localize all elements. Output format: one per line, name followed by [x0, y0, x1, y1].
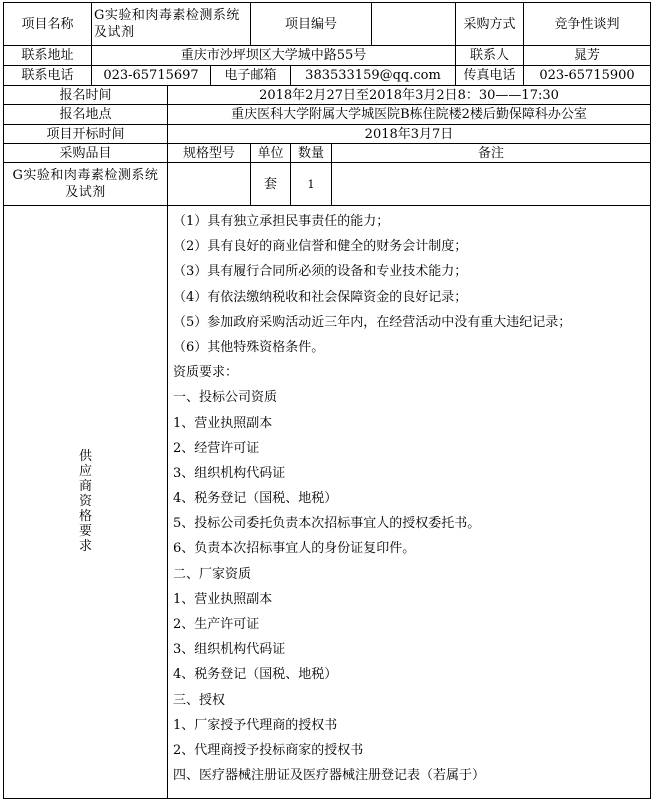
- requirement-line: 2、生产许可证: [173, 617, 260, 632]
- project-name-label: 项目名称: [4, 3, 92, 46]
- phone-row: [4, 66, 651, 86]
- address-label: 联系地址: [4, 46, 92, 66]
- note-cell: [332, 163, 651, 206]
- requirement-line: 4、税务登记（国税、地税）: [173, 667, 338, 683]
- requirement-line: （2）具有良好的商业信誉和健全的财务会计制度；: [173, 239, 468, 255]
- requirements-label: 供应商资格要求: [78, 449, 92, 554]
- bid-open-label: 项目开标时间: [4, 125, 168, 144]
- contact-person-label: 联系人: [456, 46, 524, 66]
- item-header: 采购品目: [4, 144, 168, 163]
- note-header: 备注: [332, 144, 651, 163]
- registration-place-label: 报名地点: [4, 105, 168, 125]
- requirement-line: 6、负责本次招标事宜人的身份证复印件。: [173, 541, 416, 557]
- phone-value: 023-65715697: [92, 66, 211, 86]
- requirements-list: [168, 206, 651, 799]
- requirement-line: 1、营业执照副本: [173, 591, 273, 607]
- requirement-line: 1、厂家授予代理商的授权书: [173, 717, 338, 733]
- procurement-method-label: 采购方式: [456, 3, 524, 46]
- requirements-label-cell: [4, 206, 168, 799]
- requirement-line: 2、代理商授予投标商家的授权书: [173, 742, 364, 758]
- requirement-line: 3、组织机构代码证: [173, 642, 286, 658]
- qty-cell: 1: [291, 163, 332, 206]
- project-no-label: 项目编号: [251, 3, 372, 46]
- items-header-row: [4, 144, 651, 163]
- project-info-row: [4, 3, 651, 46]
- fax-label: 传真电话: [456, 66, 524, 86]
- requirement-line: 4、税务登记（国税、地税）: [173, 491, 338, 507]
- registration-time-row: [4, 86, 651, 105]
- registration-time-value: 2018年2月27日至2018年3月2日8：30——17:30: [168, 86, 651, 105]
- registration-place-row: [4, 105, 651, 125]
- phone-label: 联系电话: [4, 66, 92, 86]
- unit-cell: 套: [251, 163, 291, 206]
- requirement-line: 一、投标公司资质: [173, 390, 278, 406]
- requirement-line: 四、医疗器械注册证及医疗器械注册登记表（若属于）: [173, 768, 486, 784]
- bid-open-value: 2018年3月7日: [168, 125, 651, 144]
- procurement-method-value: 竞争性谈判: [524, 3, 651, 46]
- requirement-line: 资质要求：: [173, 365, 239, 381]
- contact-person-value: 晁芳: [524, 46, 651, 66]
- email-value[interactable]: 383533159@qq.com: [291, 66, 456, 86]
- requirement-line: （4）有依法缴纳税收和社会保障资金的良好记录；: [173, 289, 468, 305]
- requirement-line: 5、投标公司委托负责本次招标事宜人的授权委托书。: [173, 516, 481, 532]
- requirement-line: 1、营业执照副本: [173, 415, 273, 431]
- registration-time-label: 报名时间: [4, 86, 168, 105]
- requirement-line: （3）具有履行合同所必须的设备和专业技术能力；: [173, 264, 468, 280]
- requirement-line: 三、授权: [173, 692, 226, 708]
- spec-header: 规格型号: [168, 144, 251, 163]
- requirement-line: （6）其他特殊资格条件。: [173, 339, 325, 355]
- project-name-value: G实验和肉毒素检测系统及试剂: [92, 3, 251, 46]
- registration-place-value: 重庆医科大学附属大学城医院B栋住院楼2楼后勤保障科办公室: [168, 105, 651, 125]
- qty-header: 数量: [291, 144, 332, 163]
- requirement-line: 二、厂家资质: [173, 566, 252, 582]
- requirements-row: [4, 206, 651, 799]
- procurement-form-table: [3, 2, 651, 799]
- email-label: 电子邮箱: [211, 66, 291, 86]
- unit-header: 单位: [251, 144, 291, 163]
- spec-cell: [168, 163, 251, 206]
- table-row: [4, 163, 651, 206]
- project-no-value: [372, 3, 456, 46]
- requirement-line: 2、经营许可证: [173, 440, 260, 456]
- requirement-line: 3、组织机构代码证: [173, 465, 286, 481]
- requirement-line: （5）参加政府采购活动近三年内，在经营活动中没有重大违纪记录；: [173, 314, 572, 330]
- address-value: 重庆市沙坪坝区大学城中路55号: [92, 46, 456, 66]
- bid-open-row: [4, 125, 651, 144]
- item-cell: G实验和肉毒素检测系统及试剂: [4, 163, 168, 206]
- fax-value: 023-65715900: [524, 66, 651, 86]
- requirement-line: （1）具有独立承担民事责任的能力；: [173, 214, 390, 229]
- address-row: [4, 46, 651, 66]
